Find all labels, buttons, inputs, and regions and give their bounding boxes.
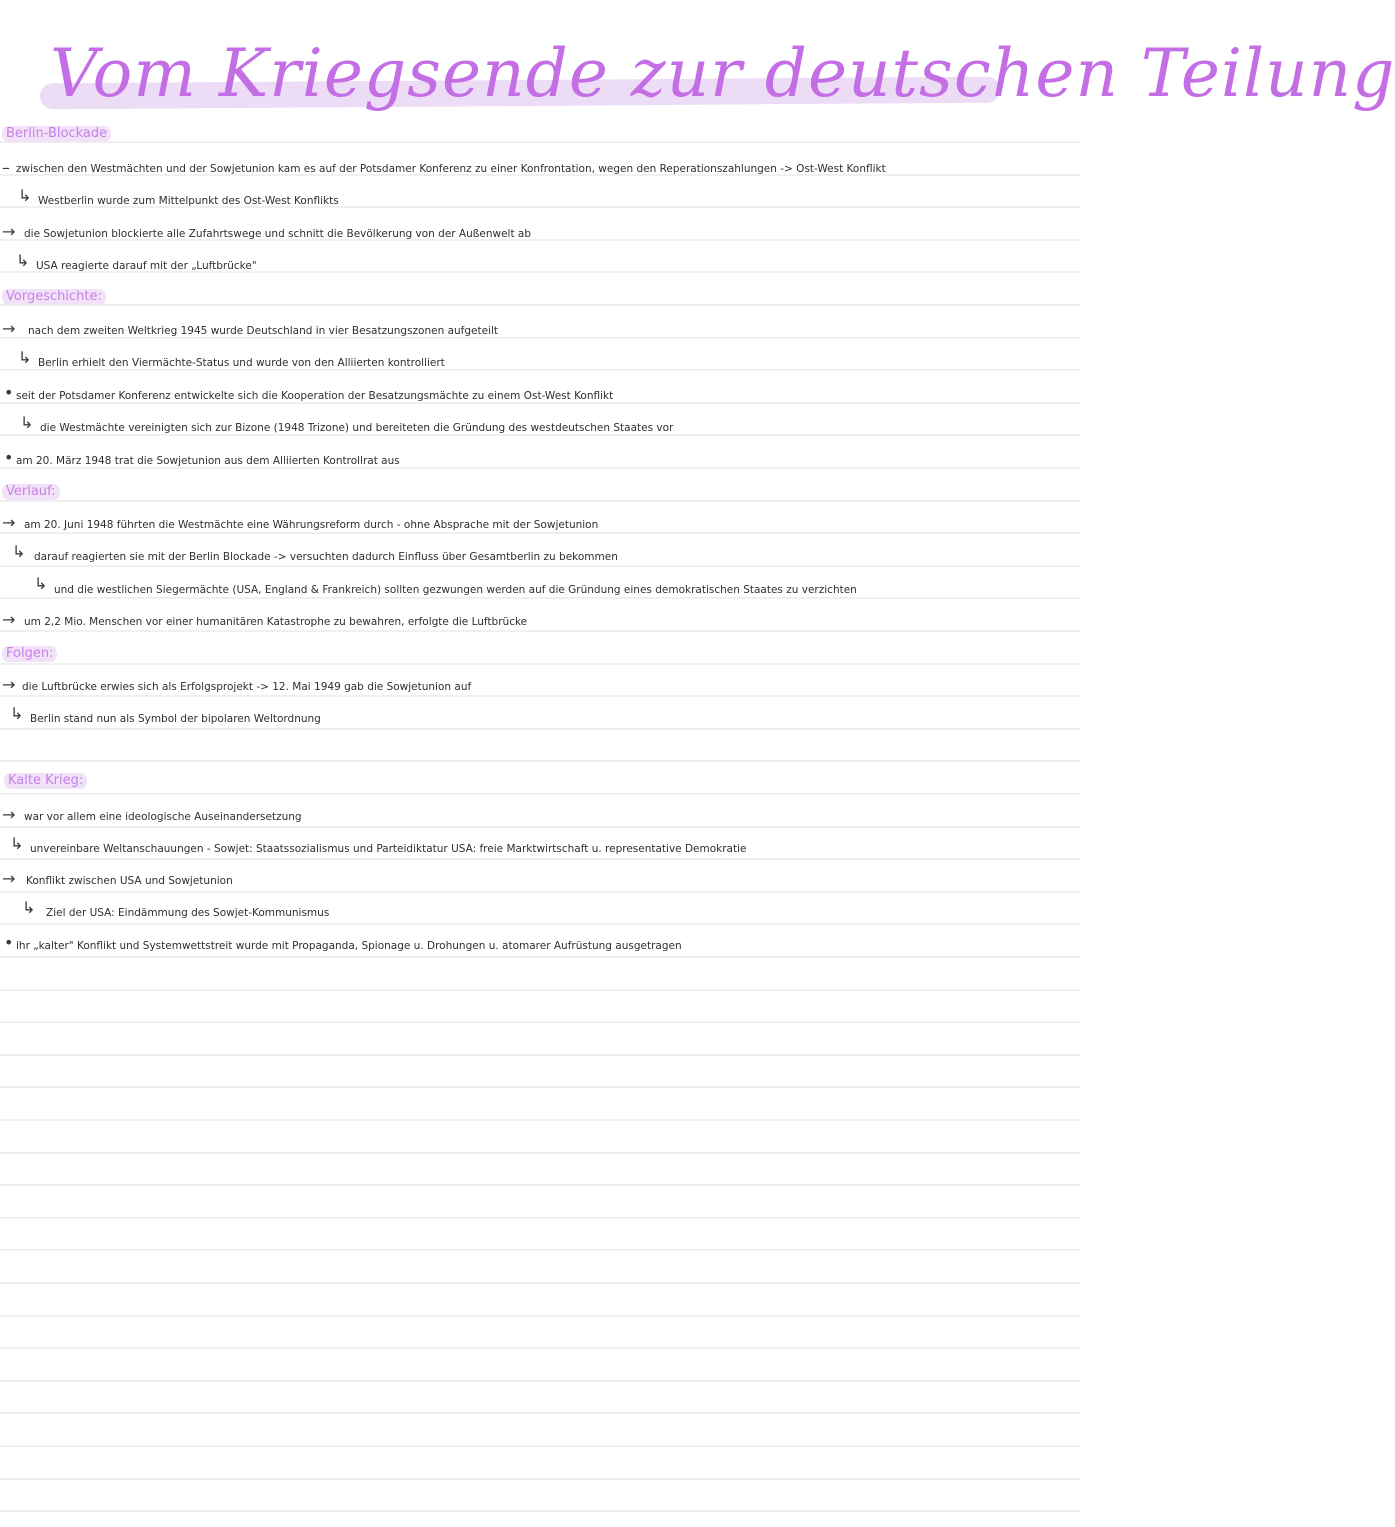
note-line: und die westlichen Siegermächte (USA, England & Frankreich) sollten gezwungen werden auf die Gründung eines demokratischen Staates zu verzichten	[54, 584, 857, 596]
section-heading-berlin-blockade: Berlin-Blockade	[2, 126, 111, 142]
arrow-icon: →	[2, 610, 16, 629]
arrow-icon: →	[2, 675, 16, 694]
note-line: unvereinbare Weltanschauungen - Sowjet: Staatssozialismus und Parteidiktatur USA: freie Marktwirtschaft u. representative Demokratie	[30, 843, 747, 855]
hook-arrow-icon: ↳	[10, 834, 24, 853]
hook-arrow-icon: ↳	[12, 542, 26, 561]
page-title: Vom Kriegsende zur deutschen Teilung	[50, 35, 1395, 112]
arrow-icon: →	[2, 513, 16, 532]
note-line: Westberlin wurde zum Mittelpunkt des Ost-West Konflikts	[38, 195, 339, 207]
note-line: die Luftbrücke erwies sich als Erfolgsprojekt -> 12. Mai 1949 gab die Sowjetunion auf	[22, 681, 472, 693]
hook-arrow-icon: ↳	[34, 574, 48, 593]
note-line: am 20. Juni 1948 führten die Westmächte eine Währungsreform durch - ohne Absprache mit der Sowjetunion	[24, 519, 599, 531]
note-line: die Sowjetunion blockierte alle Zufahrtswege und schnitt die Bevölkerung von der Außenwelt ab	[24, 228, 532, 240]
section-heading-vorgeschichte: Vorgeschichte:	[2, 289, 106, 305]
arrow-icon: →	[2, 869, 16, 888]
hook-arrow-icon: ↳	[18, 348, 32, 367]
hook-arrow-icon: ↳	[20, 413, 34, 432]
bullet-dot: •	[4, 448, 14, 467]
note-line: um 2,2 Mio. Menschen vor einer humanitären Katastrophe zu bewahren, erfolgte die Luftbrücke	[24, 616, 528, 628]
arrow-icon: →	[2, 222, 16, 241]
note-line: die Westmächte vereinigten sich zur Bizone (1948 Trizone) und bereiteten die Gründung des westdeutschen Staates vor	[40, 422, 674, 434]
note-line: zwischen den Westmächten und der Sowjetunion kam es auf der Potsdamer Konferenz zu einer Konfrontation, wegen den Reperationszahlungen -> Ost-West Konflikt	[16, 163, 886, 175]
arrow-icon: →	[2, 805, 16, 824]
hook-arrow-icon: ↳	[18, 186, 32, 205]
note-line: Berlin stand nun als Symbol der bipolaren Weltordnung	[30, 713, 321, 725]
section-heading-verlauf: Verlauf:	[2, 484, 60, 500]
section-heading-kalte-krieg: Kalte Krieg:	[4, 773, 87, 789]
note-line: am 20. März 1948 trat die Sowjetunion aus dem Alliierten Kontrollrat aus	[16, 455, 400, 467]
note-line: USA reagierte darauf mit der „Luftbrücke"	[36, 260, 257, 272]
hook-arrow-icon: ↳	[16, 251, 30, 270]
bullet-dot: •	[4, 933, 14, 952]
note-line: Berlin erhielt den Viermächte-Status und wurde von den Alliierten kontrolliert	[38, 357, 445, 369]
hook-arrow-icon: ↳	[22, 898, 36, 917]
note-line: nach dem zweiten Weltkrieg 1945 wurde Deutschland in vier Besatzungszonen aufgeteilt	[28, 325, 499, 337]
note-line: seit der Potsdamer Konferenz entwickelte sich die Kooperation der Besatzungsmächte zu einem Ost-West Konflikt	[16, 390, 614, 402]
note-line: darauf reagierten sie mit der Berlin Blockade -> versuchten dadurch Einfluss über Gesamtberlin zu bekommen	[34, 551, 618, 563]
bullet-dot: •	[4, 383, 14, 402]
dash-marker: –	[2, 158, 10, 177]
note-line: Konflikt zwischen USA und Sowjetunion	[26, 875, 233, 887]
hook-arrow-icon: ↳	[10, 704, 24, 723]
arrow-icon: →	[2, 319, 16, 338]
note-line: war vor allem eine ideologische Auseinandersetzung	[24, 811, 302, 823]
note-line: Ziel der USA: Eindämmung des Sowjet-Kommunismus	[46, 907, 330, 919]
section-heading-folgen: Folgen:	[2, 646, 57, 662]
note-line: ihr „kalter" Konflikt und Systemwettstreit wurde mit Propaganda, Spionage u. Drohungen u. atomarer Aufrüstung ausgetragen	[16, 940, 682, 952]
